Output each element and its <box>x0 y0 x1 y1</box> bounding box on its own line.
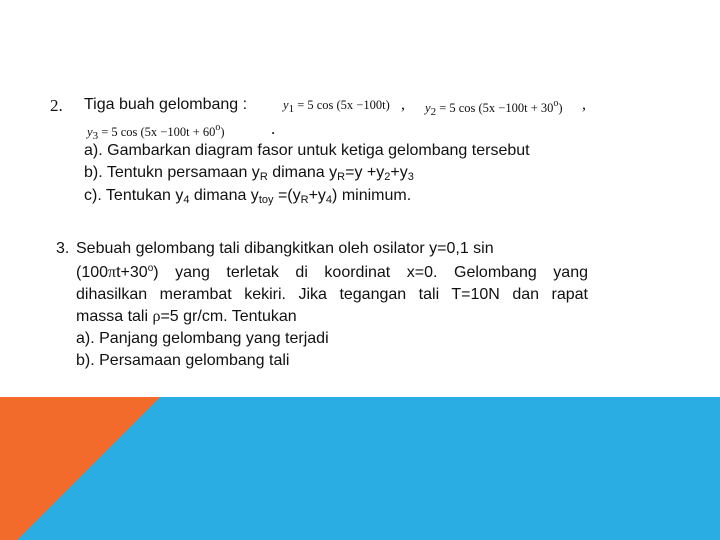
footer-decoration <box>0 397 720 540</box>
problem-2-number: 2. <box>50 96 63 115</box>
problem-2-part-a: a). Gambarkan diagram fasor untuk ketiga gelombang tersebut <box>84 142 530 159</box>
problem-2-part-b: b). Tentukn persamaan $y_R$ dimana $y_R=y +y_2+y_3$ <box>84 164 414 183</box>
problem-3-line-3: dihasilkan merambat kekiri. Jika tegangan tali T=10N dan rapat <box>76 286 588 303</box>
equation-y3: $y_3 = 5$ $\cos (5x -100t + 60^o)$ <box>87 122 225 142</box>
problem-2-part-c: c). Tentukan $y_4$ dimana $y_{toy} =(y_R+y_4)$ minimum. <box>84 187 412 206</box>
problem-3-part-b: b). Persamaan gelombang tali <box>76 352 290 369</box>
problem-3-part-a: a). Panjang gelombang yang terjadi <box>76 330 329 347</box>
problem-3-line-1: Sebuah gelombang tali dibangkitkan oleh osilator y=0,1 sin <box>76 240 494 257</box>
equation-y2: $y_2 = 5$ $\cos (5x -100t + 30^o)$ <box>425 98 563 118</box>
comma-2: , <box>582 96 586 113</box>
equation-y1: $y_1 = 5$ cos (5x −100t) <box>283 98 390 115</box>
problem-3-line-2: $(100\pi t+30^o)$ yang terletak di koordinat x=0. Gelombang yang <box>76 263 588 281</box>
problem-2-intro: Tiga buah gelombang : <box>84 96 248 113</box>
comma-1: , <box>401 96 405 113</box>
problem-3-number: 3. <box>56 240 70 257</box>
problem-3-line-4: massa tali ρ=5 gr/cm. Tentukan <box>76 308 297 325</box>
period: . <box>271 119 276 138</box>
